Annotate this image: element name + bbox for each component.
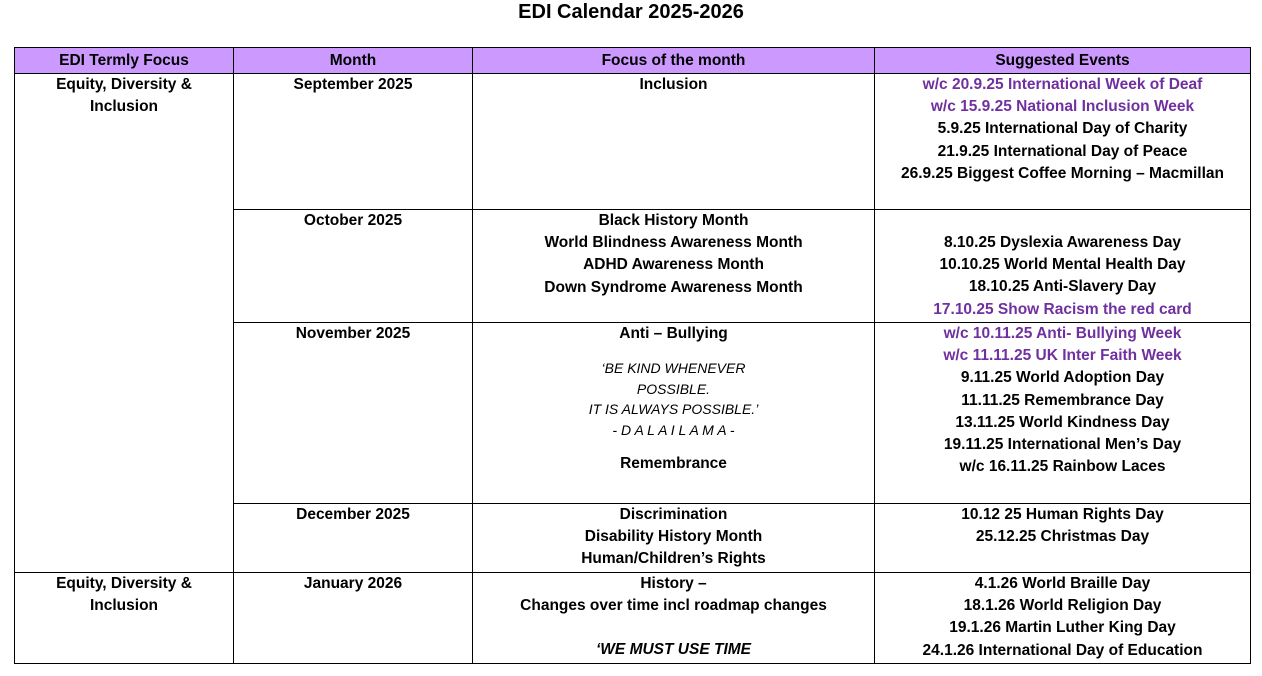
focus-line: Disability History Month: [584, 528, 763, 546]
event-item: 26.9.25 Biggest Coffee Morning – Macmillan: [901, 164, 1224, 182]
event-item: 21.9.25 International Day of Peace: [937, 142, 1188, 160]
event-item: 10.10.25 World Mental Health Day: [939, 256, 1186, 274]
focus-cell: [473, 504, 875, 573]
event-item: 10.12 25 Human Rights Day: [961, 506, 1164, 523]
spacer: [875, 210, 1250, 232]
event-item: 4.1.26 World Braille Day: [974, 575, 1151, 592]
event-item: 18.1.26 World Religion Day: [963, 597, 1162, 615]
focus-cell: [473, 210, 875, 323]
event-item: 17.10.25 Show Racism the red card: [933, 300, 1192, 318]
focus-line: ADHD Awareness Month: [583, 256, 764, 274]
focus-cell: [473, 323, 875, 504]
termly-focus-cell: [15, 573, 234, 664]
spacer: [473, 345, 874, 358]
table-row: [15, 504, 1251, 573]
termly-focus-line: Inclusion: [89, 98, 159, 116]
month-cell: [234, 74, 473, 210]
month-cell: [234, 573, 473, 664]
events-cell: [875, 74, 1251, 210]
table-row: [15, 573, 1251, 664]
event-item: 25.12.25 Christmas Day: [975, 528, 1150, 546]
focus-line: World Blindness Awareness Month: [544, 234, 803, 252]
termly-focus-cell: [15, 504, 234, 573]
event-item: 9.11.25 World Adoption Day: [960, 369, 1165, 387]
month-label: November 2025: [295, 325, 411, 342]
month-label: December 2025: [296, 506, 410, 523]
quote-line: ‘BE KIND WHENEVER: [601, 360, 746, 377]
quote-line: - D A L A I L A M A -: [612, 421, 735, 438]
event-item: w/c 20.9.25 International Week of Deaf: [922, 76, 1203, 93]
event-item: 5.9.25 International Day of Charity: [937, 120, 1188, 138]
spacer: [473, 617, 874, 639]
event-item: 13.11.25 World Kindness Day: [955, 413, 1170, 431]
month-cell: [234, 210, 473, 323]
events-cell: [875, 210, 1251, 323]
focus-cell: [473, 573, 875, 664]
event-item: w/c 10.11.25 Anti- Bullying Week: [943, 325, 1182, 342]
table-row: [15, 74, 1251, 210]
header-suggested-events: Suggested Events: [875, 48, 1251, 74]
event-item: 19.1.26 Martin Luther King Day: [949, 619, 1176, 637]
month-label: September 2025: [293, 76, 413, 93]
spacer: [473, 440, 874, 453]
focus-line: Black History Month: [598, 212, 749, 229]
events-cell: [875, 573, 1251, 664]
focus-line: History –: [640, 575, 707, 592]
termly-focus-cell: [15, 323, 234, 504]
event-item: w/c 16.11.25 Rainbow Laces: [959, 458, 1166, 476]
focus-cell: [473, 74, 875, 210]
event-item: 18.10.25 Anti-Slavery Day: [968, 278, 1157, 296]
event-item: 24.1.26 International Day of Education: [922, 641, 1203, 659]
termly-focus-cell: [15, 74, 234, 210]
quote-line: ‘WE MUST USE TIME: [596, 641, 751, 659]
event-item: 8.10.25 Dyslexia Awareness Day: [944, 234, 1181, 251]
table-row: [15, 323, 1251, 504]
month-cell: [234, 504, 473, 573]
termly-focus-line: Equity, Diversity &: [56, 76, 192, 93]
event-item: 11.11.25 Remembrance Day: [961, 391, 1164, 409]
table-header-row: [15, 48, 1251, 74]
month-cell: [234, 323, 473, 504]
events-cell: [875, 504, 1251, 573]
termly-focus-line: Inclusion: [89, 597, 159, 615]
termly-focus-cell: [15, 210, 234, 323]
quote-line: IT IS ALWAYS POSSIBLE.’: [588, 401, 759, 418]
events-cell: [875, 323, 1251, 504]
focus-line: Down Syndrome Awareness Month: [544, 278, 803, 296]
month-label: October 2025: [303, 212, 403, 229]
header-month: Month: [234, 48, 473, 74]
focus-line: Anti – Bullying: [619, 325, 728, 342]
event-item: w/c 11.11.25 UK Inter Faith Week: [943, 347, 1182, 365]
edi-calendar-table: [14, 47, 1251, 664]
event-item: 19.11.25 International Men’s Day: [943, 436, 1182, 454]
termly-focus-line: Equity, Diversity &: [56, 575, 192, 592]
focus-line: Remembrance: [620, 455, 727, 473]
header-focus-of-month: Focus of the month: [473, 48, 875, 74]
page-title: EDI Calendar 2025-2026: [518, 1, 744, 23]
quote-line: POSSIBLE.: [636, 380, 711, 397]
event-item: w/c 15.9.25 National Inclusion Week: [930, 98, 1195, 116]
focus-line: Changes over time incl roadmap changes: [520, 597, 827, 615]
month-label: January 2026: [303, 575, 403, 592]
table-row: [15, 210, 1251, 323]
header-termly-focus: EDI Termly Focus: [15, 48, 234, 74]
focus-line: Inclusion: [639, 76, 708, 93]
focus-line: Discrimination: [619, 506, 728, 523]
focus-line: Human/Children’s Rights: [581, 550, 766, 568]
